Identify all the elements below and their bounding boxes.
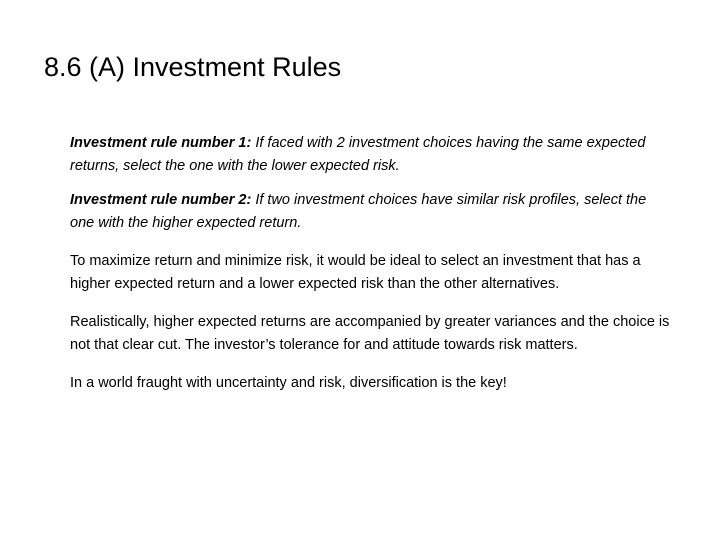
paragraph-diversification: In a world fraught with uncertainty and risk, diversification is the key! bbox=[70, 375, 507, 391]
investment-rule-2 bbox=[70, 189, 670, 235]
paragraph-maximize-return: To maximize return and minimize risk, it would be ideal to select an investment that has a higher expected return and a lower expected risk than the other alternatives. bbox=[70, 253, 641, 292]
rule-2-text: If two investment choices have similar risk profiles, select the one with the higher expected return. bbox=[70, 192, 647, 231]
rule-2-label: Investment rule number 2: bbox=[70, 192, 252, 208]
slide-title: 8.6 (A) Investment Rules bbox=[44, 52, 342, 82]
rule-1-text: If faced with 2 investment choices having the same expected returns, select the one with the lower expected risk. bbox=[70, 135, 646, 174]
slide-body bbox=[70, 132, 670, 406]
investment-rule-1 bbox=[70, 132, 670, 178]
rule-1-label: Investment rule number 1: bbox=[70, 135, 252, 151]
paragraph-realistically: Realistically, higher expected returns are accompanied by greater variances and the choice is not that clear cut. The investor’s tolerance for and attitude towards risk matters. bbox=[70, 314, 670, 353]
